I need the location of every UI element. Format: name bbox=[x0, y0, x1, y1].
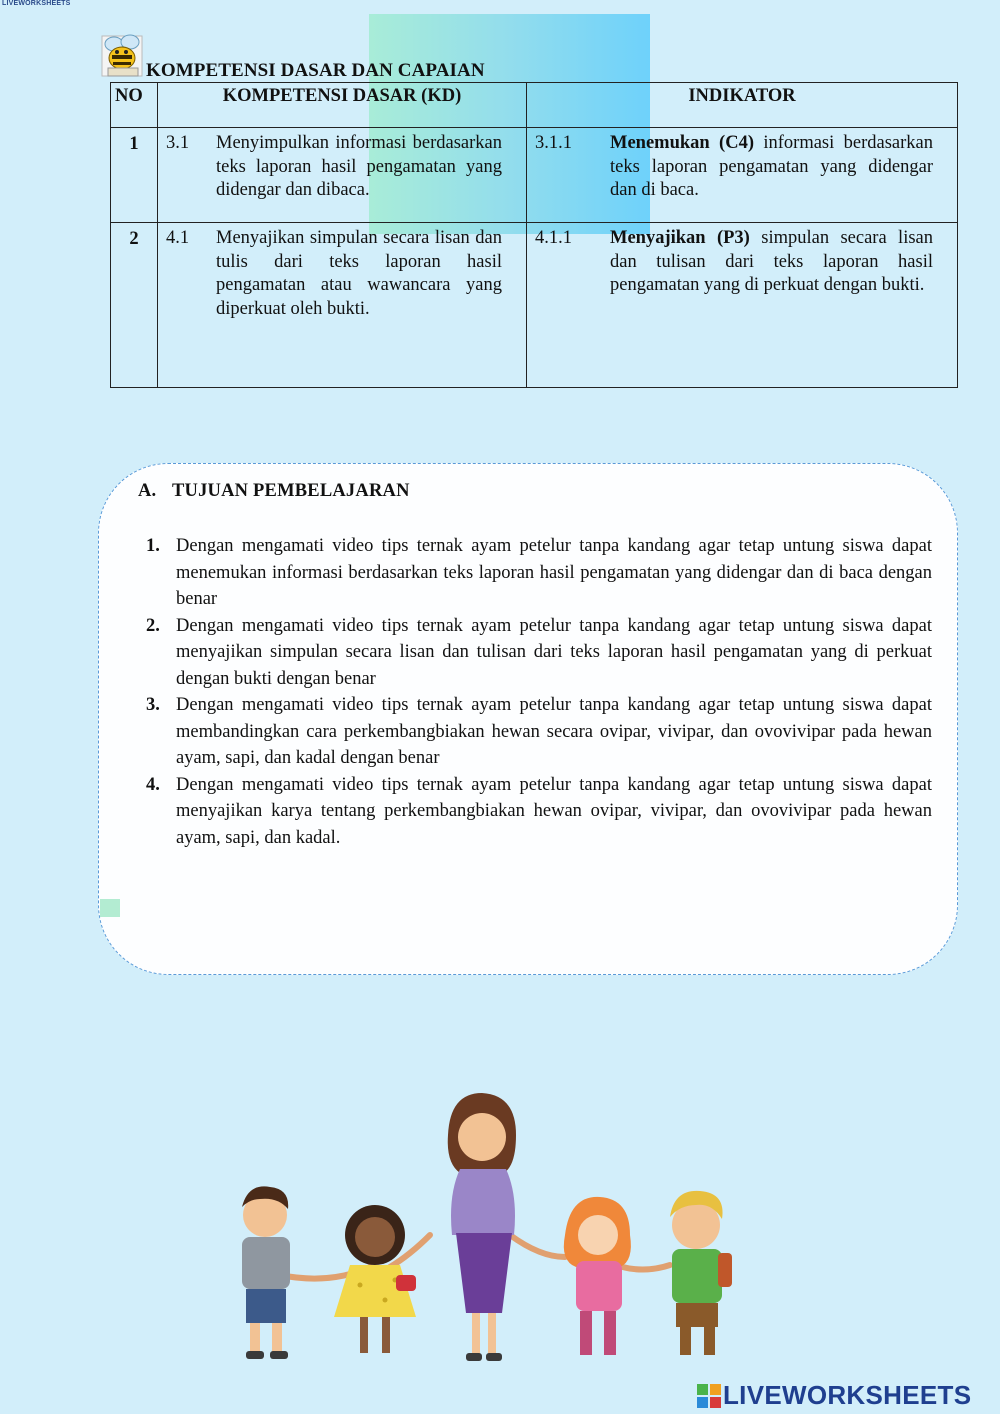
table-row bbox=[111, 223, 958, 388]
kd-code: 4.1 bbox=[166, 228, 190, 248]
goal-number: 1. bbox=[146, 536, 160, 556]
indikator-text: informasi berdasarkan teks laporan pengamatan yang didengar dan di baca. bbox=[610, 133, 933, 200]
goals-heading bbox=[138, 481, 410, 502]
row-number: 2 bbox=[111, 223, 158, 388]
section-title: KOMPETENSI DASAR DAN CAPAIAN bbox=[146, 60, 485, 81]
kd-text: Menyimpulkan informasi berdasarkan teks laporan hasil pengamatan yang didengar dan dibaca. bbox=[216, 133, 502, 200]
list-item bbox=[140, 692, 932, 772]
indikator-keyword: Menemukan (C4) bbox=[610, 133, 754, 153]
liveworksheets-icon bbox=[697, 1384, 721, 1408]
goal-number: 2. bbox=[146, 615, 160, 636]
goal-text: Dengan mengamati video tips ternak ayam petelur tanpa kandang agar tetap untung siswa dapat membandingkan cara perkembangbiakan hewan secara ovipar, vivipar, dan ovovivipar pada hewan ayam, sapi, dan kadal dengan benar bbox=[176, 695, 932, 768]
goal-text: Dengan mengamati video tips ternak ayam petelur tanpa kandang agar tetap untung siswa dapat menyajikan karya tentang perkembangbiakan hewan ovipar, vivipar, dan ovovivipar pada hewan ayam, sapi, dan kadal. bbox=[176, 774, 932, 848]
kd-cell bbox=[158, 223, 527, 388]
teacher-figure bbox=[448, 1093, 516, 1361]
header-indikator: INDIKATOR bbox=[527, 83, 958, 128]
liveworksheets-logo bbox=[697, 1380, 971, 1411]
indikator-cell bbox=[527, 223, 958, 388]
teacher-and-children-illustration bbox=[220, 1085, 760, 1375]
girl-pink-shirt-figure bbox=[564, 1197, 631, 1355]
goal-text: Dengan mengamati video tips ternak ayam petelur tanpa kandang agar tetap untung siswa dapat menemukan informasi berdasarkan teks laporan hasil pengamatan yang didengar dan di baca dengan benar bbox=[176, 536, 932, 609]
header-no: NO bbox=[111, 83, 158, 128]
goal-number: 3. bbox=[146, 695, 160, 715]
kd-text: Menyajikan simpulan secara lisan dan tulis dari teks laporan hasil pengamatan atau wawancara yang diperkuat oleh bukti. bbox=[216, 228, 502, 319]
table-row bbox=[111, 128, 958, 223]
goals-list bbox=[140, 533, 932, 851]
list-item bbox=[140, 772, 932, 852]
kd-code: 3.1 bbox=[166, 133, 190, 153]
boy-left-figure bbox=[242, 1186, 290, 1359]
competency-table bbox=[110, 82, 958, 388]
liveworksheets-text: LIVEWORKSHEETS bbox=[723, 1380, 972, 1410]
goals-letter: A. bbox=[138, 481, 157, 501]
list-item bbox=[140, 613, 932, 693]
list-item bbox=[140, 533, 932, 613]
goal-text: Dengan mengamati video tips ternak ayam petelur tanpa kandang agar tetap untung siswa dapat menyajikan simpulan secara lisan dan tulisan dari teks laporan hasil pengamatan yang di perkuat dengan bukti dengan benar bbox=[176, 615, 932, 689]
kd-cell bbox=[158, 128, 527, 223]
indikator-cell bbox=[527, 128, 958, 223]
header-kd: KOMPETENSI DASAR (KD) bbox=[158, 83, 527, 128]
decorative-square bbox=[100, 899, 120, 917]
row-number: 1 bbox=[111, 128, 158, 223]
goals-title: TUJUAN PEMBELAJARAN bbox=[172, 481, 410, 501]
bee-mascot-icon bbox=[100, 30, 146, 78]
goal-number: 4. bbox=[146, 774, 160, 795]
indikator-code: 4.1.1 bbox=[535, 228, 572, 248]
indikator-keyword: Menyajikan (P3) bbox=[610, 228, 750, 248]
indikator-text: simpulan secara lisan dan tulisan dari teks laporan hasil pengamatan yang di perkuat dengan bukti. bbox=[610, 228, 933, 295]
top-watermark: LIVEWORKSHEETS bbox=[2, 0, 71, 7]
boy-right-figure bbox=[670, 1191, 732, 1355]
girl-yellow-dress-figure bbox=[334, 1205, 416, 1353]
indikator-code: 3.1.1 bbox=[535, 133, 572, 153]
